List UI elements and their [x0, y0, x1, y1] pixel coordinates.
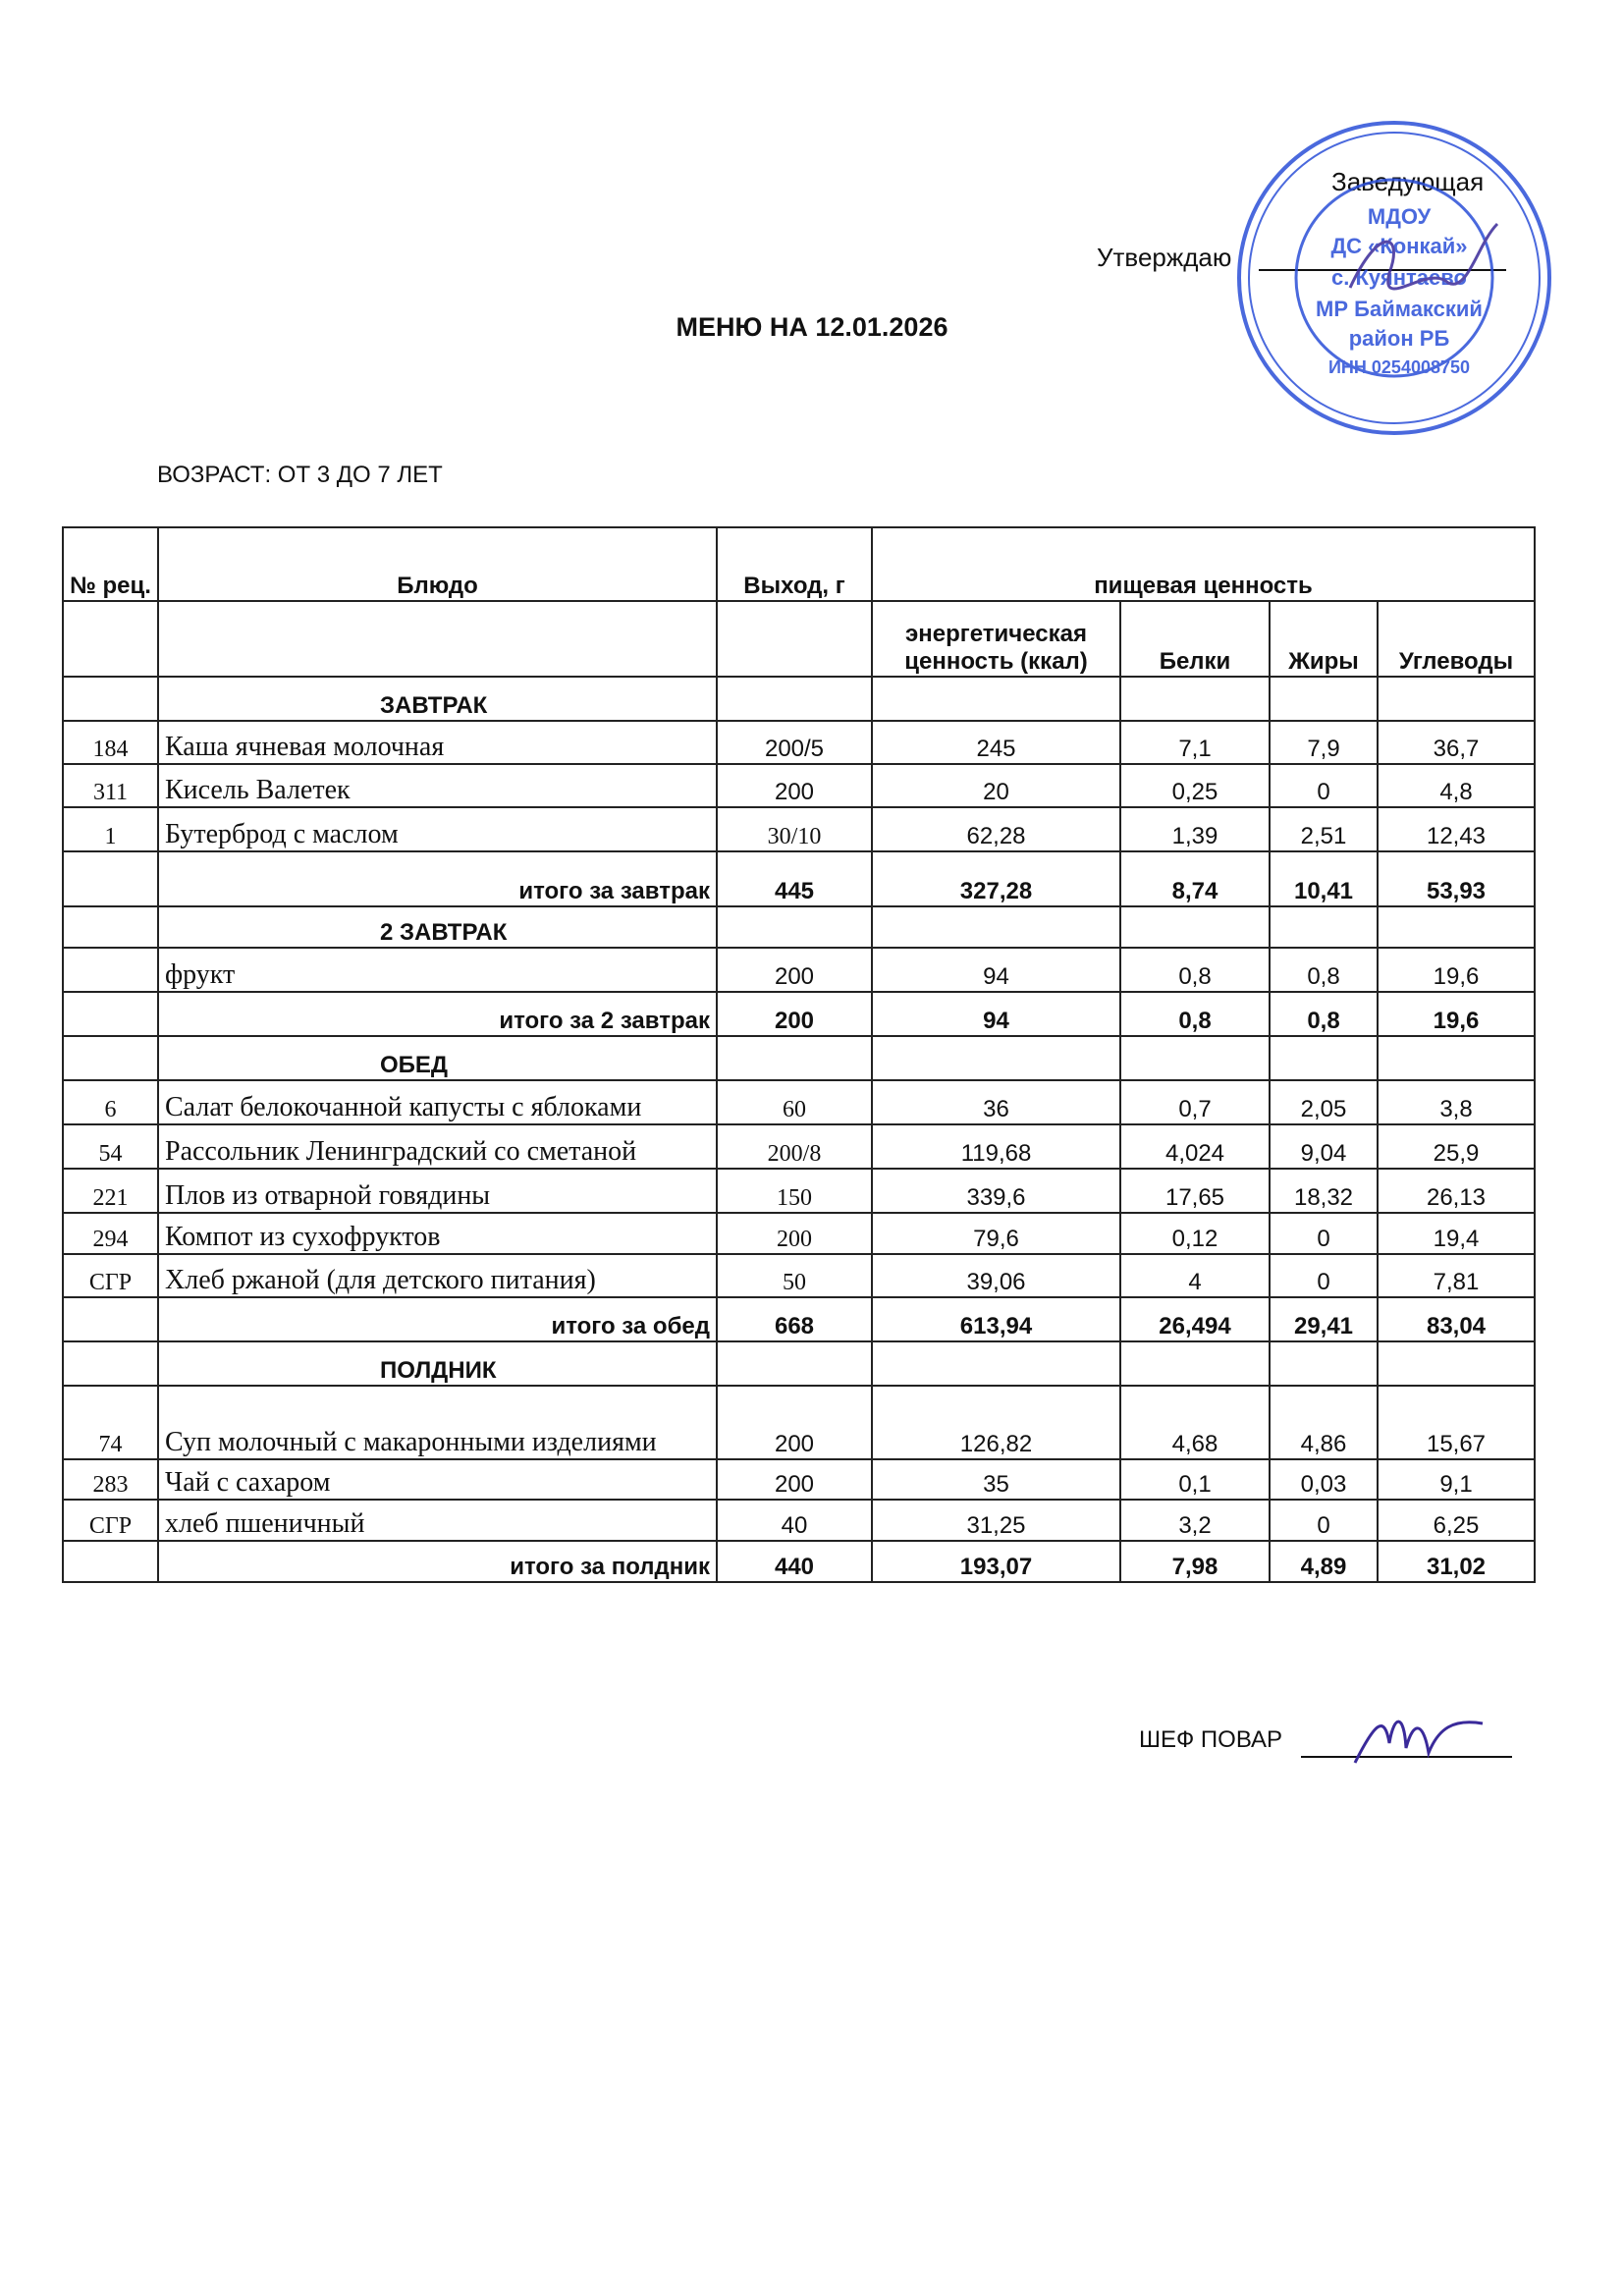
total-fat: 29,41	[1270, 1297, 1378, 1341]
total-protein: 26,494	[1120, 1297, 1270, 1341]
table-row	[63, 807, 1535, 851]
header-empty	[63, 601, 158, 677]
carbs: 6,25	[1378, 1500, 1535, 1541]
header-nutrition: пищевая ценность	[872, 527, 1535, 601]
svg-text:ИНН 0254008750: ИНН 0254008750	[1327, 357, 1471, 377]
yield: 200	[717, 764, 872, 807]
header-energy: энергетическая ценность (ккал)	[872, 601, 1120, 677]
carbs: 3,8	[1378, 1080, 1535, 1124]
total-row	[63, 1541, 1535, 1582]
recipe-number: 294	[63, 1213, 158, 1254]
empty-cell	[1120, 1036, 1270, 1080]
recipe-number: СГР	[63, 1500, 158, 1541]
section-row	[63, 677, 1535, 721]
energy: 119,68	[872, 1124, 1120, 1169]
svg-text:с. Куянтаево: с. Куянтаево	[1331, 265, 1467, 290]
table-row	[63, 721, 1535, 764]
section-title: ПОЛДНИК	[158, 1341, 717, 1386]
header-yield: Выход, г	[717, 527, 872, 601]
dish-name: Плов из отварной говядины	[158, 1169, 717, 1213]
protein: 0,7	[1120, 1080, 1270, 1124]
empty-cell	[717, 1036, 872, 1080]
total-protein: 8,74	[1120, 851, 1270, 906]
fat: 0	[1270, 1254, 1378, 1297]
recipe-number: 1	[63, 807, 158, 851]
header-protein: Белки	[1120, 601, 1270, 677]
svg-text:ДС «Конкай»: ДС «Конкай»	[1330, 234, 1468, 258]
table-row	[63, 1386, 1535, 1459]
energy: 245	[872, 721, 1120, 764]
chef-signature	[1345, 1704, 1492, 1773]
dish-name: Каша ячневая молочная	[158, 721, 717, 764]
empty-cell	[1378, 1036, 1535, 1080]
empty-cell	[63, 906, 158, 948]
recipe-number: 311	[63, 764, 158, 807]
chef-label: ШЕФ ПОВАР	[1139, 1726, 1283, 1753]
yield: 30/10	[717, 807, 872, 851]
empty-cell	[1270, 1341, 1378, 1386]
total-energy: 613,94	[872, 1297, 1120, 1341]
svg-text:МДОУ: МДОУ	[1367, 204, 1432, 229]
section-title: ЗАВТРАК	[158, 677, 717, 721]
menu-table	[62, 526, 1536, 1583]
total-label: итого за полдник	[158, 1541, 717, 1582]
protein: 7,1	[1120, 721, 1270, 764]
total-protein: 7,98	[1120, 1541, 1270, 1582]
approve-label: Утверждаю	[1097, 243, 1232, 272]
empty-cell	[872, 677, 1120, 721]
section-title: 2 ЗАВТРАК	[158, 906, 717, 948]
empty-cell	[1270, 677, 1378, 721]
carbs: 19,6	[1378, 948, 1535, 992]
energy: 31,25	[872, 1500, 1120, 1541]
recipe-number: 6	[63, 1080, 158, 1124]
carbs: 9,1	[1378, 1459, 1535, 1500]
yield: 200/8	[717, 1124, 872, 1169]
total-carbs: 53,93	[1378, 851, 1535, 906]
empty-cell	[63, 1297, 158, 1341]
yield: 40	[717, 1500, 872, 1541]
dish-name: Чай с сахаром	[158, 1459, 717, 1500]
table-row	[63, 948, 1535, 992]
age-label: ВОЗРАСТ: ОТ 3 ДО 7 ЛЕТ	[157, 462, 443, 488]
recipe-number: 74	[63, 1386, 158, 1459]
empty-cell	[1120, 677, 1270, 721]
total-carbs: 19,6	[1378, 992, 1535, 1036]
total-energy: 94	[872, 992, 1120, 1036]
fat: 4,86	[1270, 1386, 1378, 1459]
empty-cell	[63, 677, 158, 721]
dish-name: Салат белокочанной капусты с яблоками	[158, 1080, 717, 1124]
dish-name: Кисель Валетек	[158, 764, 717, 807]
energy: 126,82	[872, 1386, 1120, 1459]
total-row	[63, 1297, 1535, 1341]
total-protein: 0,8	[1120, 992, 1270, 1036]
total-yield: 440	[717, 1541, 872, 1582]
fat: 0	[1270, 1500, 1378, 1541]
empty-cell	[1270, 906, 1378, 948]
total-fat: 10,41	[1270, 851, 1378, 906]
protein: 0,8	[1120, 948, 1270, 992]
section-title: ОБЕД	[158, 1036, 717, 1080]
header-dish: Блюдо	[158, 527, 717, 601]
protein: 1,39	[1120, 807, 1270, 851]
empty-cell	[1120, 1341, 1270, 1386]
empty-cell	[872, 1036, 1120, 1080]
yield: 150	[717, 1169, 872, 1213]
energy: 339,6	[872, 1169, 1120, 1213]
protein: 0,1	[1120, 1459, 1270, 1500]
header-fat: Жиры	[1270, 601, 1378, 677]
total-row	[63, 851, 1535, 906]
table-row	[63, 1124, 1535, 1169]
section-row	[63, 1036, 1535, 1080]
protein: 4,68	[1120, 1386, 1270, 1459]
section-row	[63, 1341, 1535, 1386]
table-row	[63, 1213, 1535, 1254]
protein: 4	[1120, 1254, 1270, 1297]
energy: 39,06	[872, 1254, 1120, 1297]
header-carbs: Углеводы	[1378, 601, 1535, 677]
carbs: 19,4	[1378, 1213, 1535, 1254]
protein: 17,65	[1120, 1169, 1270, 1213]
total-energy: 193,07	[872, 1541, 1120, 1582]
yield: 60	[717, 1080, 872, 1124]
header-num: № рец.	[63, 527, 158, 601]
carbs: 15,67	[1378, 1386, 1535, 1459]
empty-cell	[63, 1036, 158, 1080]
carbs: 12,43	[1378, 807, 1535, 851]
total-yield: 668	[717, 1297, 872, 1341]
energy: 62,28	[872, 807, 1120, 851]
total-label: итого за завтрак	[158, 851, 717, 906]
empty-cell	[717, 906, 872, 948]
empty-cell	[1378, 1341, 1535, 1386]
dish-name: хлеб пшеничный	[158, 1500, 717, 1541]
svg-text:район РБ: район РБ	[1348, 326, 1450, 351]
energy: 20	[872, 764, 1120, 807]
section-row	[63, 906, 1535, 948]
empty-cell	[63, 1341, 158, 1386]
recipe-number: 54	[63, 1124, 158, 1169]
fat: 7,9	[1270, 721, 1378, 764]
protein: 4,024	[1120, 1124, 1270, 1169]
table-row	[63, 1169, 1535, 1213]
carbs: 36,7	[1378, 721, 1535, 764]
empty-cell	[1378, 677, 1535, 721]
yield: 200	[717, 1213, 872, 1254]
total-carbs: 83,04	[1378, 1297, 1535, 1341]
recipe-number: 283	[63, 1459, 158, 1500]
empty-cell	[1270, 1036, 1378, 1080]
fat: 0,8	[1270, 948, 1378, 992]
table-row	[63, 1080, 1535, 1124]
header-empty	[158, 601, 717, 677]
carbs: 25,9	[1378, 1124, 1535, 1169]
empty-cell	[1120, 906, 1270, 948]
recipe-number: 221	[63, 1169, 158, 1213]
fat: 0,03	[1270, 1459, 1378, 1500]
fat: 2,51	[1270, 807, 1378, 851]
empty-cell	[63, 851, 158, 906]
fat: 2,05	[1270, 1080, 1378, 1124]
total-row	[63, 992, 1535, 1036]
carbs: 26,13	[1378, 1169, 1535, 1213]
energy: 36	[872, 1080, 1120, 1124]
empty-cell	[63, 992, 158, 1036]
empty-cell	[1378, 906, 1535, 948]
table-row	[63, 1459, 1535, 1500]
total-label: итого за обед	[158, 1297, 717, 1341]
fat: 18,32	[1270, 1169, 1378, 1213]
dish-name: Суп молочный с макаронными изделиями	[158, 1386, 717, 1459]
energy: 79,6	[872, 1213, 1120, 1254]
total-yield: 445	[717, 851, 872, 906]
dish-name: Рассольник Ленинградский со сметаной	[158, 1124, 717, 1169]
total-fat: 4,89	[1270, 1541, 1378, 1582]
empty-cell	[717, 677, 872, 721]
empty-cell	[872, 906, 1120, 948]
total-yield: 200	[717, 992, 872, 1036]
official-stamp	[1232, 116, 1556, 440]
total-fat: 0,8	[1270, 992, 1378, 1036]
carbs: 4,8	[1378, 764, 1535, 807]
total-carbs: 31,02	[1378, 1541, 1535, 1582]
svg-text:МР Баймакский: МР Баймакский	[1316, 297, 1483, 321]
fat: 0	[1270, 1213, 1378, 1254]
protein: 0,12	[1120, 1213, 1270, 1254]
table-row	[63, 1500, 1535, 1541]
dish-name: Компот из сухофруктов	[158, 1213, 717, 1254]
yield: 200	[717, 1386, 872, 1459]
page-title: МЕНЮ НА 12.01.2026	[676, 312, 948, 342]
energy: 94	[872, 948, 1120, 992]
recipe-number	[63, 948, 158, 992]
yield: 50	[717, 1254, 872, 1297]
yield: 200/5	[717, 721, 872, 764]
yield: 200	[717, 948, 872, 992]
energy: 35	[872, 1459, 1120, 1500]
yield: 200	[717, 1459, 872, 1500]
protein: 0,25	[1120, 764, 1270, 807]
recipe-number: 184	[63, 721, 158, 764]
table-row	[63, 1254, 1535, 1297]
header-empty	[717, 601, 872, 677]
empty-cell	[63, 1541, 158, 1582]
dish-name: Бутерброд с маслом	[158, 807, 717, 851]
table-row	[63, 764, 1535, 807]
dish-name: Хлеб ржаной (для детского питания)	[158, 1254, 717, 1297]
total-energy: 327,28	[872, 851, 1120, 906]
total-label: итого за 2 завтрак	[158, 992, 717, 1036]
fat: 9,04	[1270, 1124, 1378, 1169]
dish-name: фрукт	[158, 948, 717, 992]
carbs: 7,81	[1378, 1254, 1535, 1297]
protein: 3,2	[1120, 1500, 1270, 1541]
empty-cell	[717, 1341, 872, 1386]
recipe-number: СГР	[63, 1254, 158, 1297]
empty-cell	[872, 1341, 1120, 1386]
fat: 0	[1270, 764, 1378, 807]
head-role-label: Заведующая	[1331, 167, 1485, 196]
